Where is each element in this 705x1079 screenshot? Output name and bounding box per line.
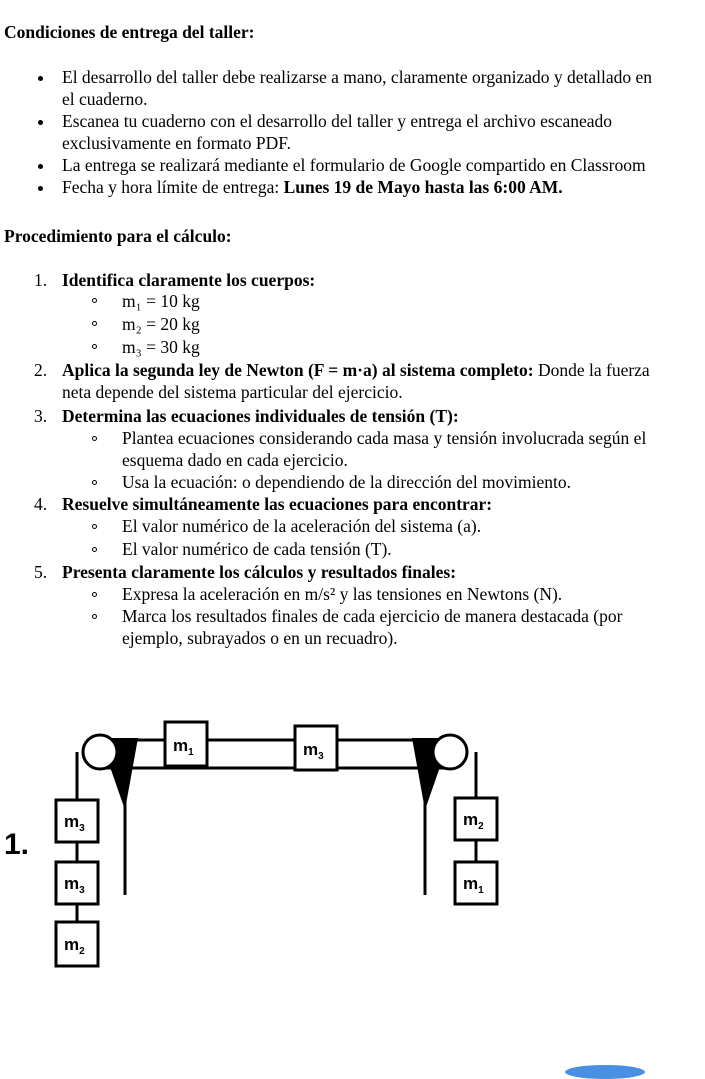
step1-title: Identifica claramente los cuerpos: [62,270,316,290]
step3-sub-1-cont: esquema dado en cada ejercicio. [122,450,348,470]
label-left-m3-upper: $m_3$ [64,812,85,834]
step2-line2: neta depende del sistema particular del ejercicio. [62,382,403,402]
condition-item-3: La entrega se realizará mediante el formulario de Google compartido en Classroom [62,155,646,175]
deadline-value: Lunes 19 de Mayo hasta las 6:00 AM. [283,177,563,197]
label-right-m1: $m_1$ [463,874,484,896]
step2-title: Aplica la segunda ley de Newton (F = m·a) al sistema completo: [62,360,534,380]
step-number: 5. [34,562,48,582]
step2-rest: Donde la fuerza [533,360,650,380]
label-left-m3-lower: $m_3$ [64,874,85,896]
mass-1: m₁ = 10 kg [122,291,200,311]
label-right-m2: $m_2$ [463,810,484,832]
step3-sub-1: Plantea ecuaciones considerando cada masa y tensión involucrada según el [122,428,647,448]
problem-number: 1. [4,828,30,861]
step3-sub-2: Usa la ecuación: o dependiendo de la dirección del movimiento. [122,472,572,492]
pulley-right [433,735,467,769]
condition-item-1: El desarrollo del taller debe realizarse a mano, claramente organizado y detallado en [62,67,653,87]
step-number: 3. [34,406,48,426]
step-number: 2. [34,360,48,380]
step3-title: Determina las ecuaciones individuales de tensión (T): [62,406,459,426]
mass-3: m₃ = 30 kg [122,337,200,357]
table-top [100,740,450,768]
step-number: 1. [34,270,48,290]
step4-sub-2: El valor numérico de cada tensión (T). [122,539,392,559]
step4-title: Resuelve simultáneamente las ecuaciones para encontrar: [62,494,493,514]
mass-2: m₂ = 20 kg [122,314,200,334]
condition-item-1-cont: el cuaderno. [62,89,148,109]
deadline-label: Fecha y hora límite de entrega: [62,177,284,197]
step4-sub-1: El valor numérico de la aceleración del sistema (a). [122,516,482,536]
label-left-m2: $m_2$ [64,935,85,957]
label-top-m3: $m_3$ [303,740,324,762]
conditions-heading: Condiciones de entrega del taller: [4,22,255,42]
step5-sub-2: Marca los resultados finales de cada ejercicio de manera destacada (por [122,606,623,626]
step5-sub-1: Expresa la aceleración en m/s² y las tensiones en Newtons (N). [122,584,563,604]
step5-sub-2-cont: ejemplo, subrayados o en un recuadro). [122,628,398,648]
condition-item-2-cont: exclusivamente en formato PDF. [62,133,291,153]
procedure-heading: Procedimiento para el cálculo: [4,226,232,246]
condition-item-2: Escanea tu cuaderno con el desarrollo del taller y entrega el archivo escaneado [62,111,613,131]
step-number: 4. [34,494,48,514]
step5-title: Presenta claramente los cálculos y resultados finales: [62,562,457,582]
label-top-m1: $m_1$ [173,736,194,758]
decorative-blob [565,1065,645,1079]
pulley-left [83,735,117,769]
